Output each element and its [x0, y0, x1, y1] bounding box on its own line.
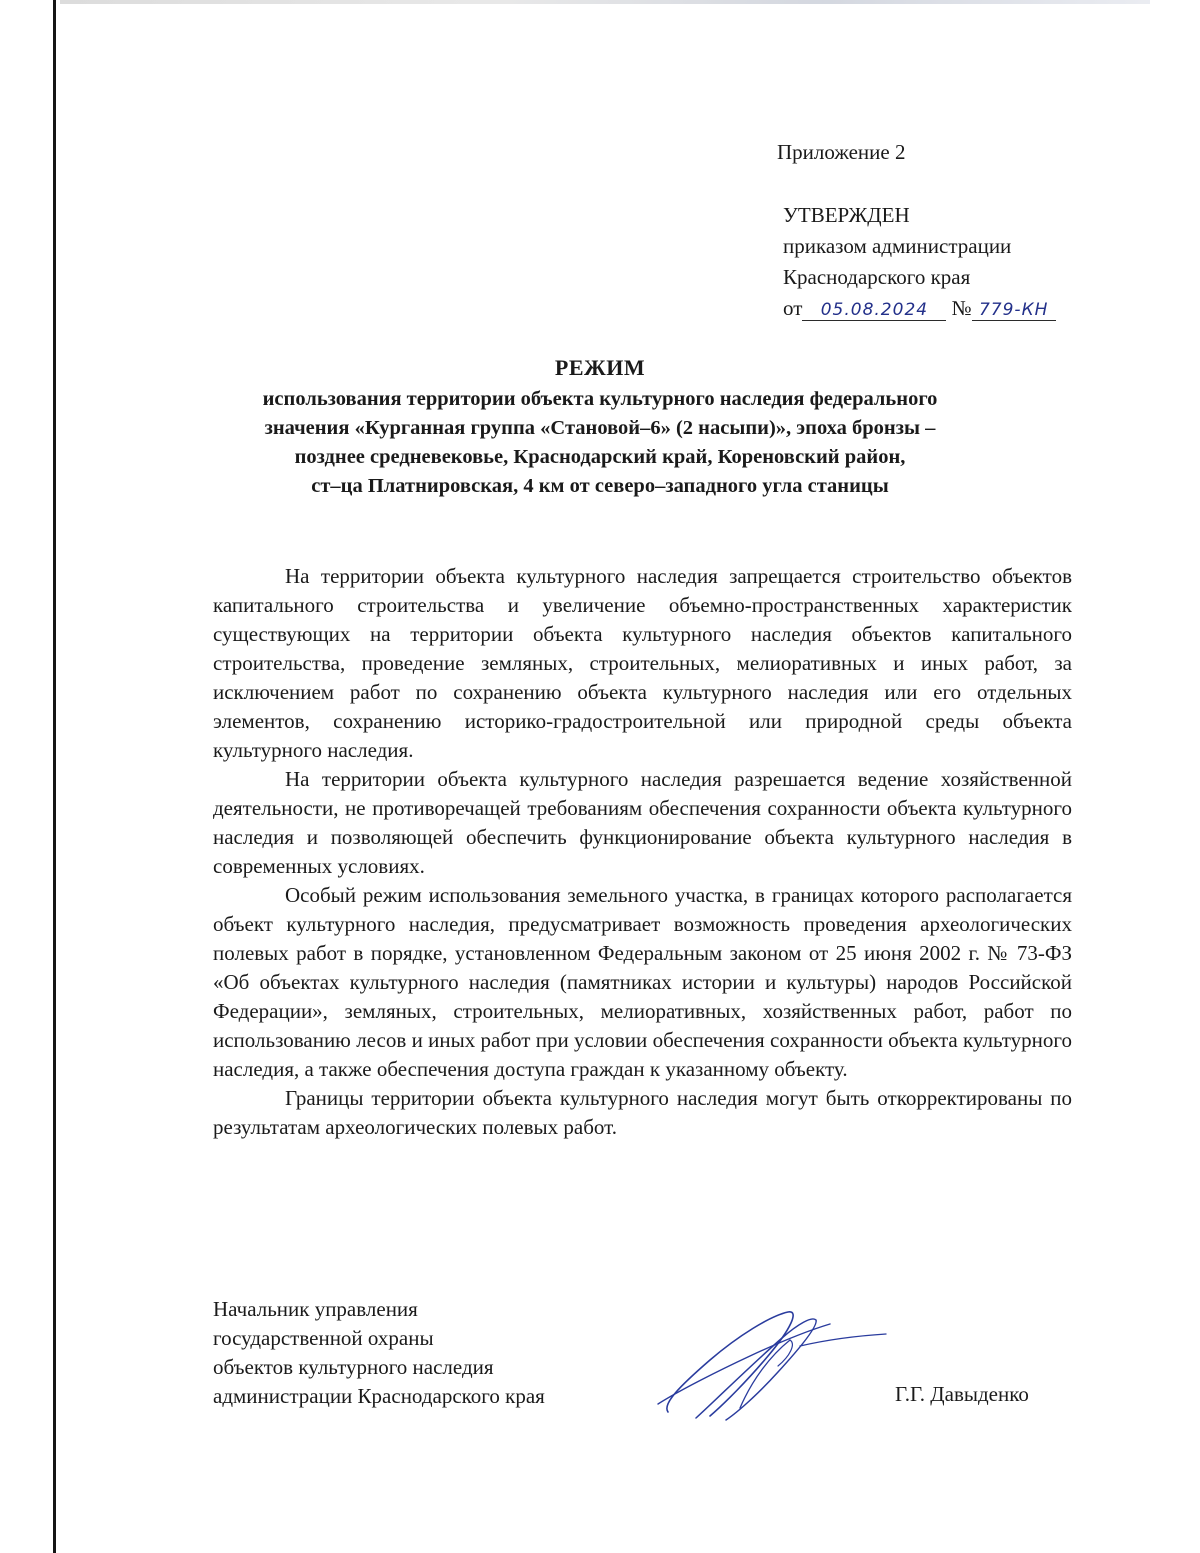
document-subtitle [192, 385, 1008, 501]
position-line: Начальник управления [213, 1297, 418, 1321]
order-number-handwritten: 779-КН [972, 300, 1056, 321]
position-line: государственной охраны [213, 1326, 434, 1350]
position-line: администрации Краснодарского края [213, 1384, 545, 1408]
appendix-label: Приложение 2 [777, 140, 906, 164]
body-paragraph-boundaries: Границы территории объекта культурного наследия могут быть откорректированы по результатам археологических полевых работ. [213, 1086, 1072, 1139]
order-date-number-line [783, 293, 1056, 324]
approval-block [783, 200, 1056, 324]
body-paragraph-permission: На территории объекта культурного наследия разрешается ведение хозяйственной деятельности, не противоречащей требованиям обеспечения сохранности объекта культурного наследия и позволяющей обеспечить функционирование объекта культурного наследия в современных условиях. [213, 767, 1072, 878]
number-prefix: № [951, 296, 972, 320]
document-title: РЕЖИМ [554, 355, 646, 380]
scan-border-top [60, 0, 1150, 4]
subtitle-line: использования территории объекта культурного наследия федерального [262, 388, 938, 410]
signatory-name: Г.Г. Давыденко [895, 1382, 1029, 1406]
subtitle-line: значения «Курганная группа «Становой–6» (2 насыпи)», эпоха бронзы – [264, 417, 936, 439]
position-line: объектов культурного наследия [213, 1355, 494, 1379]
body-paragraph-prohibition: На территории объекта культурного наследия запрещается строительство объектов капитального строительства и увеличение объемно-пространственных характеристик существующих на территории объекта культурного наследия объектов капитального строительства, проведение земляных, строительных, мелиоративных и иных работ, за исключением работ по сохранению объекта культурного наследия или его отдельных элементов, сохранению историко-градостроительной или природной среды объекта культурного наследия. [213, 564, 1072, 762]
date-prefix: от [783, 296, 803, 320]
body-paragraph-special-regime: Особый режим использования земельного участка, в границах которого располагается объект культурного наследия, предусматривает возможность проведения археологических полевых работ в порядке, установленном Федеральным законом от 25 июня 2002 г. № 73-ФЗ «Об объектах культурного наследия (памятниках истории и культуры) народов Российской Федерации», земляных, строительных, мелиоративных, хозяйственных работ, работ по использованию лесов и иных работ при условии обеспечения сохранности объекта культурного наследия, а также обеспечения доступа граждан к указанному объекту. [213, 883, 1072, 1081]
document-body [213, 562, 1072, 1142]
approved-by-line-2: Краснодарского края [783, 265, 971, 289]
signatory-position [213, 1295, 545, 1411]
approved-label: УТВЕРЖДЕН [783, 203, 910, 227]
approved-by-line-1: приказом администрации [783, 234, 1012, 258]
order-date-handwritten: 05.08.2024 [802, 300, 946, 321]
handwritten-signature [640, 1300, 900, 1435]
scan-border-left [53, 0, 56, 1553]
subtitle-line: ст–ца Платнировская, 4 км от северо–западного угла станицы [311, 475, 889, 497]
subtitle-line: позднее средневековье, Краснодарский край, Кореновский район, [294, 446, 906, 468]
